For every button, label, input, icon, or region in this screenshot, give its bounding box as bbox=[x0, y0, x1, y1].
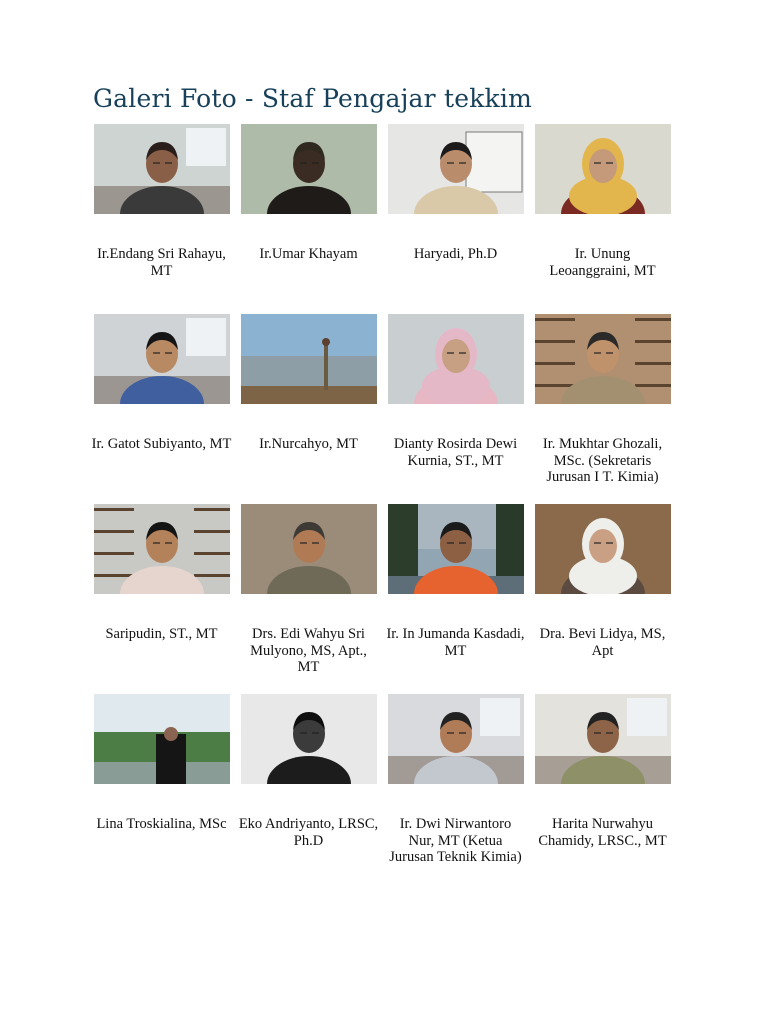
staff-photo bbox=[94, 504, 230, 594]
gallery-item bbox=[235, 504, 382, 694]
staff-name: Ir. Gatot Subiyanto, MT bbox=[91, 436, 232, 452]
staff-photo bbox=[94, 694, 230, 784]
staff-name: Dianty Rosirda Dewi Kurnia, ST., MT bbox=[393, 436, 518, 469]
staff-photo bbox=[535, 124, 671, 214]
staff-photo bbox=[241, 694, 377, 784]
staff-name: Drs. Edi Wahyu Sri Mulyono, MS, Apt., MT bbox=[250, 626, 367, 675]
staff-name: Ir.Endang Sri Rahayu, MT bbox=[97, 246, 226, 279]
staff-photo bbox=[388, 124, 524, 214]
staff-name: Ir. Unung Leoanggraini, MT bbox=[549, 246, 656, 279]
gallery-item bbox=[529, 694, 676, 884]
gallery-item bbox=[529, 314, 676, 504]
gallery-item bbox=[529, 124, 676, 314]
staff-name: Ir.Nurcahyo, MT bbox=[259, 436, 358, 452]
gallery-item bbox=[382, 124, 529, 314]
staff-photo bbox=[94, 314, 230, 404]
gallery-item bbox=[235, 124, 382, 314]
gallery-item bbox=[382, 694, 529, 884]
gallery-item bbox=[235, 314, 382, 504]
staff-photo bbox=[241, 124, 377, 214]
staff-name: Ir. In Jumanda Kasdadi, MT bbox=[386, 626, 525, 659]
staff-photo bbox=[94, 124, 230, 214]
staff-name: Lina Troskialina, MSc bbox=[96, 816, 227, 832]
gallery-item bbox=[88, 504, 235, 694]
staff-name: Ir.Umar Khayam bbox=[259, 246, 358, 262]
staff-name: Eko Andriyanto, LRSC, Ph.D bbox=[238, 816, 379, 849]
staff-photo bbox=[535, 504, 671, 594]
staff-photo bbox=[388, 504, 524, 594]
gallery-item bbox=[88, 314, 235, 504]
staff-photo bbox=[535, 694, 671, 784]
staff-photo bbox=[241, 314, 377, 404]
gallery-item bbox=[382, 504, 529, 694]
photo-gallery bbox=[88, 124, 680, 884]
gallery-item bbox=[235, 694, 382, 884]
staff-name: Dra. Bevi Lidya, MS, Apt bbox=[539, 626, 666, 659]
gallery-item bbox=[88, 124, 235, 314]
staff-name: Saripudin, ST., MT bbox=[105, 626, 218, 642]
staff-name: Ir. Dwi Nirwantoro Nur, MT (Ketua Jurusan Teknik Kimia) bbox=[389, 816, 522, 865]
gallery-item bbox=[382, 314, 529, 504]
staff-photo bbox=[388, 314, 524, 404]
page-title: Galeri Foto - Staf Pengajar tekkim bbox=[93, 84, 533, 113]
staff-photo bbox=[388, 694, 524, 784]
staff-photo bbox=[241, 504, 377, 594]
staff-name: Harita Nurwahyu Chamidy, LRSC., MT bbox=[538, 816, 667, 849]
gallery-item bbox=[529, 504, 676, 694]
staff-name: Haryadi, Ph.D bbox=[413, 246, 498, 262]
gallery-item bbox=[88, 694, 235, 884]
staff-photo bbox=[535, 314, 671, 404]
staff-name: Ir. Mukhtar Ghozali, MSc. (Sekretaris Jurusan I T. Kimia) bbox=[542, 436, 663, 485]
